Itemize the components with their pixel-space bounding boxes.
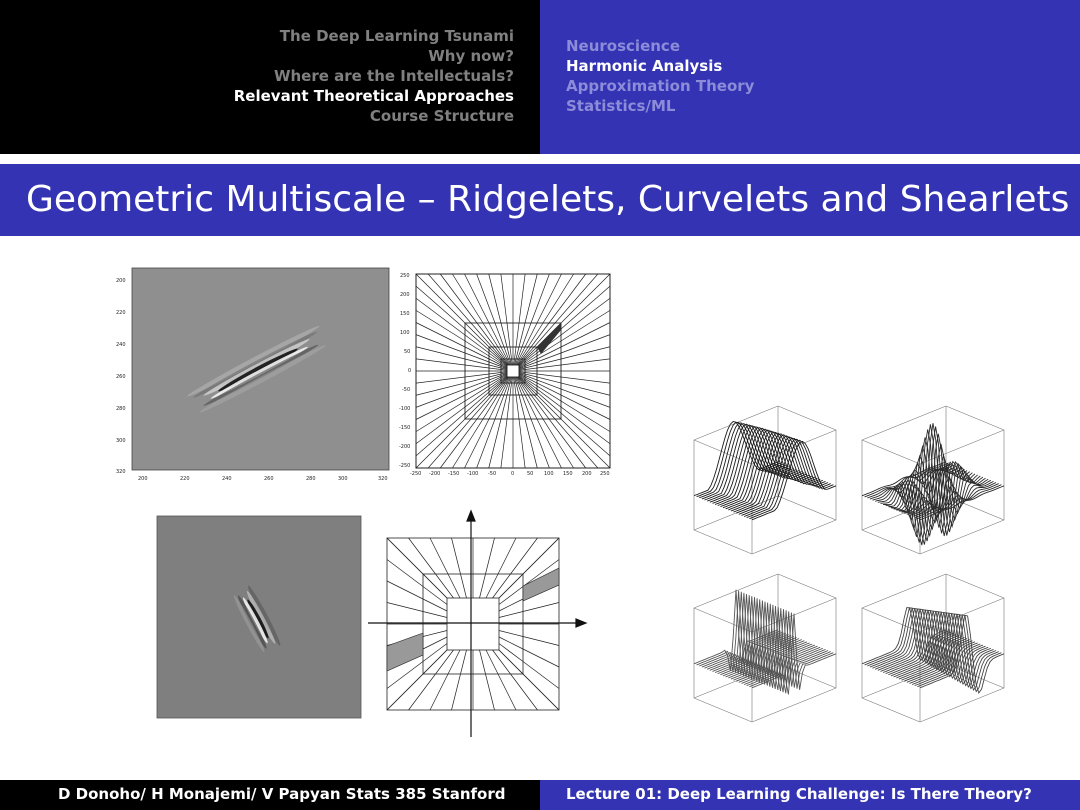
y-tick-label: 320	[116, 469, 126, 475]
y-tick-label: 280	[116, 406, 126, 412]
x-tick-label: -100	[467, 471, 479, 477]
slide-title: Geometric Multiscale – Ridgelets, Curvelets and Shearlets	[26, 179, 1070, 220]
x-tick-label: 200	[582, 471, 592, 477]
shearlet-spatial-figure	[156, 515, 362, 719]
x-tick-label: 280	[306, 476, 316, 482]
section-item-tsunami[interactable]: The Deep Learning Tsunami	[279, 27, 514, 45]
surface-plot-double-ridge	[862, 574, 1004, 722]
curvelet-spatial-figure	[112, 262, 396, 484]
x-tick-label: -50	[488, 471, 497, 477]
subsection-item-statistics-ml[interactable]: Statistics/ML	[566, 97, 676, 115]
surface-plot-fine-ridge	[694, 574, 836, 722]
y-tick-label: 50	[404, 349, 411, 355]
y-tick-label: -100	[399, 406, 411, 412]
section-list	[234, 26, 514, 126]
footer-authors: D Donoho/ H Monajemi/ V Papyan Stats 385 Stanford	[58, 785, 506, 803]
x-tick-label: -150	[448, 471, 460, 477]
section-item-course-structure[interactable]: Course Structure	[369, 107, 514, 125]
y-tick-label: -250	[399, 463, 411, 469]
subsection-navigation	[540, 0, 1080, 154]
x-tick-label: 250	[600, 471, 610, 477]
x-tick-label: 100	[544, 471, 554, 477]
y-tick-label: -200	[399, 444, 411, 450]
subsection-item-approximation-theory[interactable]: Approximation Theory	[566, 77, 755, 95]
header-bar	[0, 0, 1080, 154]
tiling-x-ticks	[410, 471, 610, 477]
shearlet-3d-surfaces-figure	[686, 400, 1016, 730]
section-item-theoretical-approaches[interactable]: Relevant Theoretical Approaches	[233, 87, 514, 105]
subsection-item-harmonic-analysis[interactable]: Harmonic Analysis	[566, 57, 723, 75]
footer-lecture-title: Lecture 01: Deep Learning Challenge: Is There Theory?	[566, 785, 1032, 803]
title-bar	[0, 164, 1080, 236]
y-tick-label: 200	[116, 278, 126, 284]
curvelet-x-ticks	[138, 476, 388, 482]
x-tick-label: 0	[511, 471, 515, 477]
y-tick-label: 300	[116, 438, 126, 444]
y-tick-label: 260	[116, 374, 126, 380]
section-item-intellectuals[interactable]: Where are the Intellectuals?	[273, 67, 514, 85]
y-tick-label: 220	[116, 310, 126, 316]
curvelet-frequency-tiling-figure	[398, 268, 618, 478]
surface-plot-ridge	[694, 406, 836, 554]
x-tick-label: 200	[138, 476, 148, 482]
y-tick-label: 100	[400, 330, 410, 336]
section-navigation	[0, 0, 540, 154]
y-tick-label: 150	[400, 311, 410, 317]
section-item-why-now[interactable]: Why now?	[428, 47, 514, 65]
subsection-list	[566, 36, 754, 116]
shearlet-radial-lines	[387, 538, 559, 710]
subsection-item-neuroscience[interactable]: Neuroscience	[566, 37, 680, 55]
footer-left	[0, 780, 540, 810]
curvelet-y-ticks	[116, 278, 126, 475]
surface-plot-oscillating-peak	[862, 406, 1004, 554]
y-tick-label: 240	[116, 342, 126, 348]
x-tick-label: -200	[429, 471, 441, 477]
shearlet-frequency-tiling-figure	[364, 505, 590, 737]
x-tick-label: 320	[378, 476, 388, 482]
tiling-y-ticks	[399, 273, 411, 469]
footer-right	[540, 780, 1080, 810]
y-tick-label: -50	[402, 387, 411, 393]
x-tick-label: 220	[180, 476, 190, 482]
footer-bar	[0, 780, 1080, 810]
x-tick-label: -250	[410, 471, 422, 477]
y-tick-label: 250	[400, 273, 410, 279]
x-tick-label: 150	[563, 471, 573, 477]
x-tick-label: 240	[222, 476, 232, 482]
x-tick-label: 260	[264, 476, 274, 482]
y-tick-label: -150	[399, 425, 411, 431]
y-tick-label: 200	[400, 292, 410, 298]
x-tick-label: 300	[338, 476, 348, 482]
x-tick-label: 50	[527, 471, 534, 477]
y-tick-label: 0	[408, 368, 412, 374]
